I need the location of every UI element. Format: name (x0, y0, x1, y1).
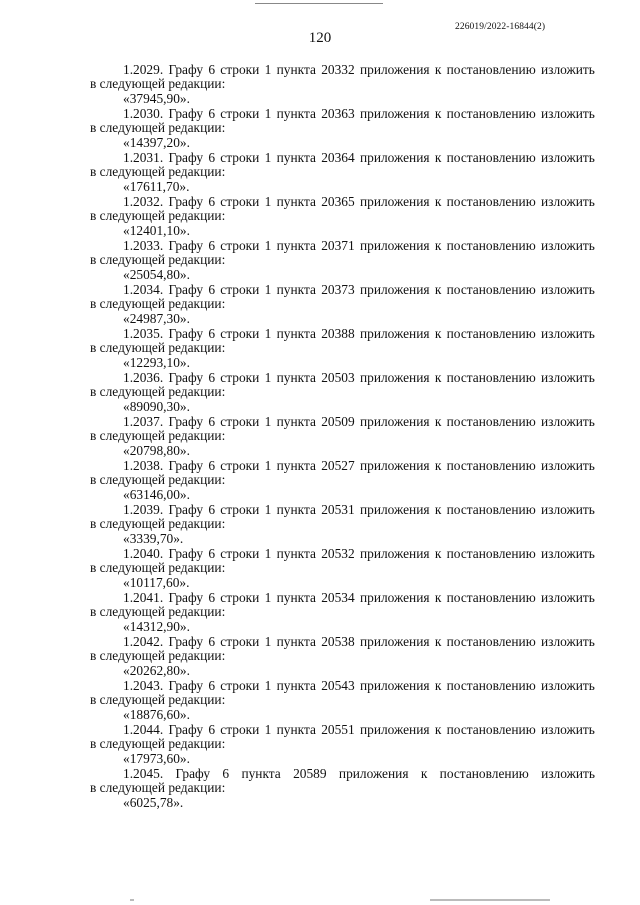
item-word: Графу (168, 722, 204, 737)
item-word: строки (220, 106, 260, 121)
item-word: 1 (264, 62, 272, 77)
item-word: изложить (541, 458, 595, 473)
item-word: 1.2036. (123, 370, 164, 385)
amendment-item (90, 634, 595, 678)
item-first-line (90, 678, 595, 693)
item-word: постановлению (446, 458, 536, 473)
item-word: 20503 (321, 370, 355, 385)
item-word: 6 (208, 326, 216, 341)
page-number: 120 (308, 30, 332, 46)
item-first-line (90, 326, 595, 341)
item-word: Графу (168, 458, 204, 473)
item-word: 1 (264, 414, 272, 429)
item-word: приложения (359, 194, 430, 209)
item-word: строки (220, 150, 260, 165)
item-word: постановлению (446, 634, 536, 649)
item-word: изложить (541, 766, 595, 781)
item-word: приложения (359, 326, 430, 341)
item-word: пункта (276, 238, 316, 253)
item-word: строки (220, 414, 260, 429)
item-word: строки (220, 590, 260, 605)
item-continuation: в следующей редакции: (90, 120, 226, 135)
item-value: «12293,10». (123, 355, 190, 370)
item-word: изложить (541, 150, 595, 165)
item-word: к (434, 414, 442, 429)
item-word: к (434, 62, 442, 77)
item-word: постановлению (439, 766, 529, 781)
item-value: «3339,70». (123, 531, 184, 546)
amendment-item (90, 546, 595, 590)
item-word: 20532 (321, 546, 355, 561)
item-word: приложения (359, 62, 430, 77)
item-word: к (434, 590, 442, 605)
item-word: пункта (276, 634, 316, 649)
item-word: изложить (541, 106, 595, 121)
item-word: 1.2034. (123, 282, 164, 297)
item-word: Графу (168, 634, 204, 649)
item-value: «14312,90». (123, 619, 190, 634)
item-value: «17611,70». (123, 179, 190, 194)
item-word: изложить (541, 414, 595, 429)
item-word: 6 (208, 634, 216, 649)
item-word: 1 (264, 458, 272, 473)
item-value: «25054,80». (123, 267, 190, 282)
item-word: пункта (276, 326, 316, 341)
item-word: 6 (208, 678, 216, 693)
item-word: приложения (359, 106, 430, 121)
item-word: к (434, 150, 442, 165)
item-continuation: в следующей редакции: (90, 604, 226, 619)
item-word: приложения (338, 766, 409, 781)
item-word: строки (220, 458, 260, 473)
item-word: пункта (276, 502, 316, 517)
item-word: приложения (359, 546, 430, 561)
item-word: 20363 (321, 106, 355, 121)
item-word: 1.2040. (123, 546, 164, 561)
item-value: «12401,10». (123, 223, 190, 238)
item-word: пункта (276, 106, 316, 121)
item-word: Графу (168, 590, 204, 605)
item-value: «6025,78». (123, 795, 184, 810)
amendment-item (90, 150, 595, 194)
amendment-item (90, 458, 595, 502)
item-word: 1 (264, 678, 272, 693)
item-word: 1 (264, 634, 272, 649)
item-word: постановлению (446, 238, 536, 253)
item-word: 1.2039. (123, 502, 164, 517)
item-word: 1.2030. (123, 106, 164, 121)
amendment-item (90, 678, 595, 722)
item-continuation: в следующей редакции: (90, 736, 226, 751)
item-word: постановлению (446, 678, 536, 693)
item-word: 1.2035. (123, 326, 164, 341)
item-word: пункта (276, 414, 316, 429)
item-word: приложения (359, 590, 430, 605)
item-word: к (434, 370, 442, 385)
item-word: постановлению (446, 722, 536, 737)
item-word: 20531 (321, 502, 355, 517)
item-word: 20543 (321, 678, 355, 693)
item-word: изложить (541, 590, 595, 605)
item-word: 1 (264, 502, 272, 517)
item-first-line (90, 194, 595, 209)
item-value: «63146,00». (123, 487, 190, 502)
item-value: «89090,30». (123, 399, 190, 414)
item-value: «17973,60». (123, 751, 190, 766)
item-word: 6 (208, 194, 216, 209)
item-word: строки (220, 62, 260, 77)
item-word: 1 (264, 722, 272, 737)
item-word: приложения (359, 370, 430, 385)
item-word: 1 (264, 106, 272, 121)
item-word: 20527 (321, 458, 355, 473)
item-word: к (434, 282, 442, 297)
item-word: изложить (541, 282, 595, 297)
item-word: пункта (276, 370, 316, 385)
item-first-line (90, 282, 595, 297)
item-word: постановлению (446, 590, 536, 605)
item-word: изложить (541, 502, 595, 517)
item-word: приложения (359, 502, 430, 517)
item-word: пункта (276, 590, 316, 605)
item-value: «18876,60». (123, 707, 190, 722)
item-first-line (90, 62, 595, 77)
item-first-line (90, 414, 595, 429)
item-continuation: в следующей редакции: (90, 560, 226, 575)
item-first-line (90, 150, 595, 165)
item-word: 6 (208, 370, 216, 385)
item-word: 1.2029. (123, 62, 164, 77)
amendment-item (90, 766, 595, 810)
item-continuation: в следующей редакции: (90, 252, 226, 267)
item-continuation: в следующей редакции: (90, 428, 226, 443)
item-word: к (434, 238, 442, 253)
item-word: Графу (168, 546, 204, 561)
item-word: 20332 (321, 62, 355, 77)
item-word: приложения (359, 238, 430, 253)
item-word: к (434, 678, 442, 693)
item-word: 1.2042. (123, 634, 164, 649)
item-word: постановлению (446, 106, 536, 121)
item-word: 20551 (321, 722, 355, 737)
item-word: изложить (541, 546, 595, 561)
item-word: 20388 (321, 326, 355, 341)
item-first-line (90, 458, 595, 473)
item-continuation: в следующей редакции: (90, 76, 226, 91)
item-first-line (90, 634, 595, 649)
item-word: постановлению (446, 546, 536, 561)
item-word: 1 (264, 370, 272, 385)
amendment-item (90, 590, 595, 634)
item-value: «20798,80». (123, 443, 190, 458)
item-continuation: в следующей редакции: (90, 384, 226, 399)
item-word: постановлению (446, 62, 536, 77)
item-word: 1.2037. (123, 414, 164, 429)
item-word: 20538 (321, 634, 355, 649)
item-word: приложения (359, 722, 430, 737)
item-word: 6 (208, 502, 216, 517)
item-continuation: в следующей редакции: (90, 208, 226, 223)
item-word: строки (220, 722, 260, 737)
item-word: постановлению (446, 370, 536, 385)
document-id: 226019/2022-16844(2) (455, 22, 546, 32)
item-word: к (434, 106, 442, 121)
item-first-line (90, 546, 595, 561)
item-word: 6 (222, 766, 230, 781)
item-word: приложения (359, 458, 430, 473)
item-continuation: в следующей редакции: (90, 692, 226, 707)
item-word: 6 (208, 62, 216, 77)
item-word: пункта (276, 678, 316, 693)
item-word: изложить (541, 634, 595, 649)
item-continuation: в следующей редакции: (90, 648, 226, 663)
amendment-item (90, 62, 595, 106)
item-word: Графу (168, 150, 204, 165)
item-word: строки (220, 326, 260, 341)
item-word: строки (220, 502, 260, 517)
item-word: 6 (208, 282, 216, 297)
item-word: 1 (264, 590, 272, 605)
item-word: изложить (541, 238, 595, 253)
item-word: 6 (208, 414, 216, 429)
item-word: 6 (208, 546, 216, 561)
item-word: 1 (264, 326, 272, 341)
item-word: приложения (359, 150, 430, 165)
item-word: изложить (541, 194, 595, 209)
item-word: Графу (168, 678, 204, 693)
item-word: 6 (208, 106, 216, 121)
item-word: постановлению (446, 414, 536, 429)
item-word: 1.2045. (123, 766, 164, 781)
item-word: 20373 (321, 282, 355, 297)
item-word: 1.2032. (123, 194, 164, 209)
item-word: изложить (541, 370, 595, 385)
item-word: 20509 (321, 414, 355, 429)
item-word: строки (220, 370, 260, 385)
item-word: к (434, 546, 442, 561)
amendment-item (90, 502, 595, 546)
item-word: пункта (241, 766, 281, 781)
item-word: 1.2041. (123, 590, 164, 605)
item-word: 1.2031. (123, 150, 164, 165)
item-word: пункта (276, 722, 316, 737)
item-word: Графу (168, 194, 204, 209)
item-word: 20365 (321, 194, 355, 209)
item-value: «10117,60». (123, 575, 190, 590)
item-word: Графу (168, 62, 204, 77)
item-word: к (434, 326, 442, 341)
item-continuation: в следующей редакции: (90, 340, 226, 355)
item-word: Графу (168, 326, 204, 341)
item-first-line (90, 502, 595, 517)
item-word: 1 (264, 238, 272, 253)
item-continuation: в следующей редакции: (90, 472, 226, 487)
item-word: приложения (359, 634, 430, 649)
item-first-line (90, 766, 595, 781)
item-word: строки (220, 546, 260, 561)
item-value: «14397,20». (123, 135, 190, 150)
item-word: пункта (276, 194, 316, 209)
item-word: 1 (264, 150, 272, 165)
item-word: 6 (208, 722, 216, 737)
item-word: строки (220, 634, 260, 649)
item-word: приложения (359, 414, 430, 429)
item-first-line (90, 106, 595, 121)
item-word: к (434, 502, 442, 517)
item-word: постановлению (446, 282, 536, 297)
item-word: строки (220, 282, 260, 297)
item-value: «20262,80». (123, 663, 190, 678)
item-word: постановлению (446, 150, 536, 165)
item-word: 20364 (321, 150, 355, 165)
item-word: 1.2038. (123, 458, 164, 473)
item-word: Графу (168, 282, 204, 297)
item-continuation: в следующей редакции: (90, 296, 226, 311)
item-continuation: в следующей редакции: (90, 780, 226, 795)
item-first-line (90, 238, 595, 253)
item-word: 20589 (293, 766, 327, 781)
item-word: 1 (264, 194, 272, 209)
item-word: 6 (208, 458, 216, 473)
item-word: 1.2033. (123, 238, 164, 253)
amendment-item (90, 106, 595, 150)
amendment-item (90, 370, 595, 414)
item-first-line (90, 722, 595, 737)
item-word: постановлению (446, 194, 536, 209)
bottom-edge-marks (0, 897, 640, 905)
item-word: к (434, 458, 442, 473)
item-word: изложить (541, 326, 595, 341)
item-word: Графу (168, 502, 204, 517)
item-word: 20371 (321, 238, 355, 253)
top-edge-rule (255, 3, 383, 4)
amendment-item (90, 722, 595, 766)
item-word: к (434, 634, 442, 649)
item-word: 1.2044. (123, 722, 164, 737)
item-word: строки (220, 678, 260, 693)
item-word: Графу (175, 766, 211, 781)
item-word: пункта (276, 282, 316, 297)
item-word: 1.2043. (123, 678, 164, 693)
amendment-item (90, 238, 595, 282)
amendment-item (90, 414, 595, 458)
document-body (90, 62, 595, 810)
item-word: Графу (168, 106, 204, 121)
item-word: строки (220, 238, 260, 253)
item-word: Графу (168, 238, 204, 253)
item-word: постановлению (446, 326, 536, 341)
item-word: 6 (208, 238, 216, 253)
item-value: «24987,30». (123, 311, 190, 326)
item-word: 6 (208, 590, 216, 605)
item-word: к (434, 722, 442, 737)
item-word: 1 (264, 282, 272, 297)
item-word: пункта (276, 150, 316, 165)
item-continuation: в следующей редакции: (90, 516, 226, 531)
item-word: Графу (168, 370, 204, 385)
item-word: пункта (276, 62, 316, 77)
item-word: изложить (541, 722, 595, 737)
item-word: постановлению (446, 502, 536, 517)
item-continuation: в следующей редакции: (90, 164, 226, 179)
item-word: к (420, 766, 428, 781)
item-word: Графу (168, 414, 204, 429)
amendment-item (90, 326, 595, 370)
item-word: строки (220, 194, 260, 209)
item-word: приложения (359, 282, 430, 297)
item-word: 20534 (321, 590, 355, 605)
item-value: «37945,90». (123, 91, 190, 106)
item-word: изложить (541, 678, 595, 693)
item-word: пункта (276, 458, 316, 473)
item-word: приложения (359, 678, 430, 693)
amendment-item (90, 282, 595, 326)
amendment-item (90, 194, 595, 238)
item-word: к (434, 194, 442, 209)
item-word: изложить (541, 62, 595, 77)
item-first-line (90, 590, 595, 605)
item-word: пункта (276, 546, 316, 561)
item-word: 1 (264, 546, 272, 561)
item-word: 6 (208, 150, 216, 165)
item-first-line (90, 370, 595, 385)
